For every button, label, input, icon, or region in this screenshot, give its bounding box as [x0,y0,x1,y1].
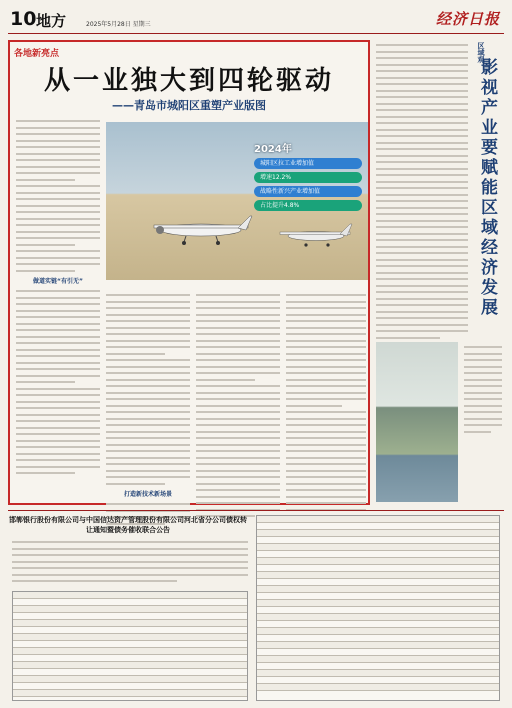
section-heading: 打造新技术新场景 [123,491,172,498]
story-subhead: ——青岛市城阳区重塑产业版图 [112,99,266,112]
story-text-column-1 [16,120,100,479]
notice-table-left [12,591,248,701]
aircraft-icon [276,220,356,250]
notice-table-right [256,515,500,701]
story-headline: 从一业独大到四轮驱动 [43,66,334,96]
main-story [8,40,370,505]
aircraft-photo [106,122,368,280]
aircraft-icon [146,208,256,248]
page-number: 10 [10,8,37,30]
infographic-row: 战略性新兴产业增加值 [254,186,362,197]
notice-text [12,541,248,587]
story-text-column-3 [196,294,280,522]
column-text [376,44,468,343]
story-text-column-4 [286,294,366,522]
infographic [254,140,362,211]
infographic-row: 增速12.2% [254,172,362,183]
right-column [376,40,504,505]
masthead [8,6,504,34]
story-text-column-2 [106,294,190,529]
column-label: 区域观 [477,42,485,63]
landscape-photo [376,342,458,502]
issue-date: 2025年5月28日 星期三 [86,21,151,28]
newspaper-logo: 经济日报 [435,10,500,28]
story-kicker: 各地新亮点 [14,49,60,59]
notice-title: 邯郸银行股份有限公司与中国信达资产管理股份有限公司河北省分公司债权转让通知暨债务催收联合公告 [9,516,247,534]
infographic-year: 2024年 [254,144,292,155]
legal-notice [8,510,504,704]
photo-caption [464,346,502,437]
column-title: 影视产业要赋能区域经济发展 [477,58,497,318]
section-name: 地方 [36,12,67,30]
infographic-row: 占比提升4.8% [254,200,362,211]
section-heading: 做道实链“有引无” [33,278,83,285]
infographic-row: 城阳区拉工业增加值 [254,158,362,169]
